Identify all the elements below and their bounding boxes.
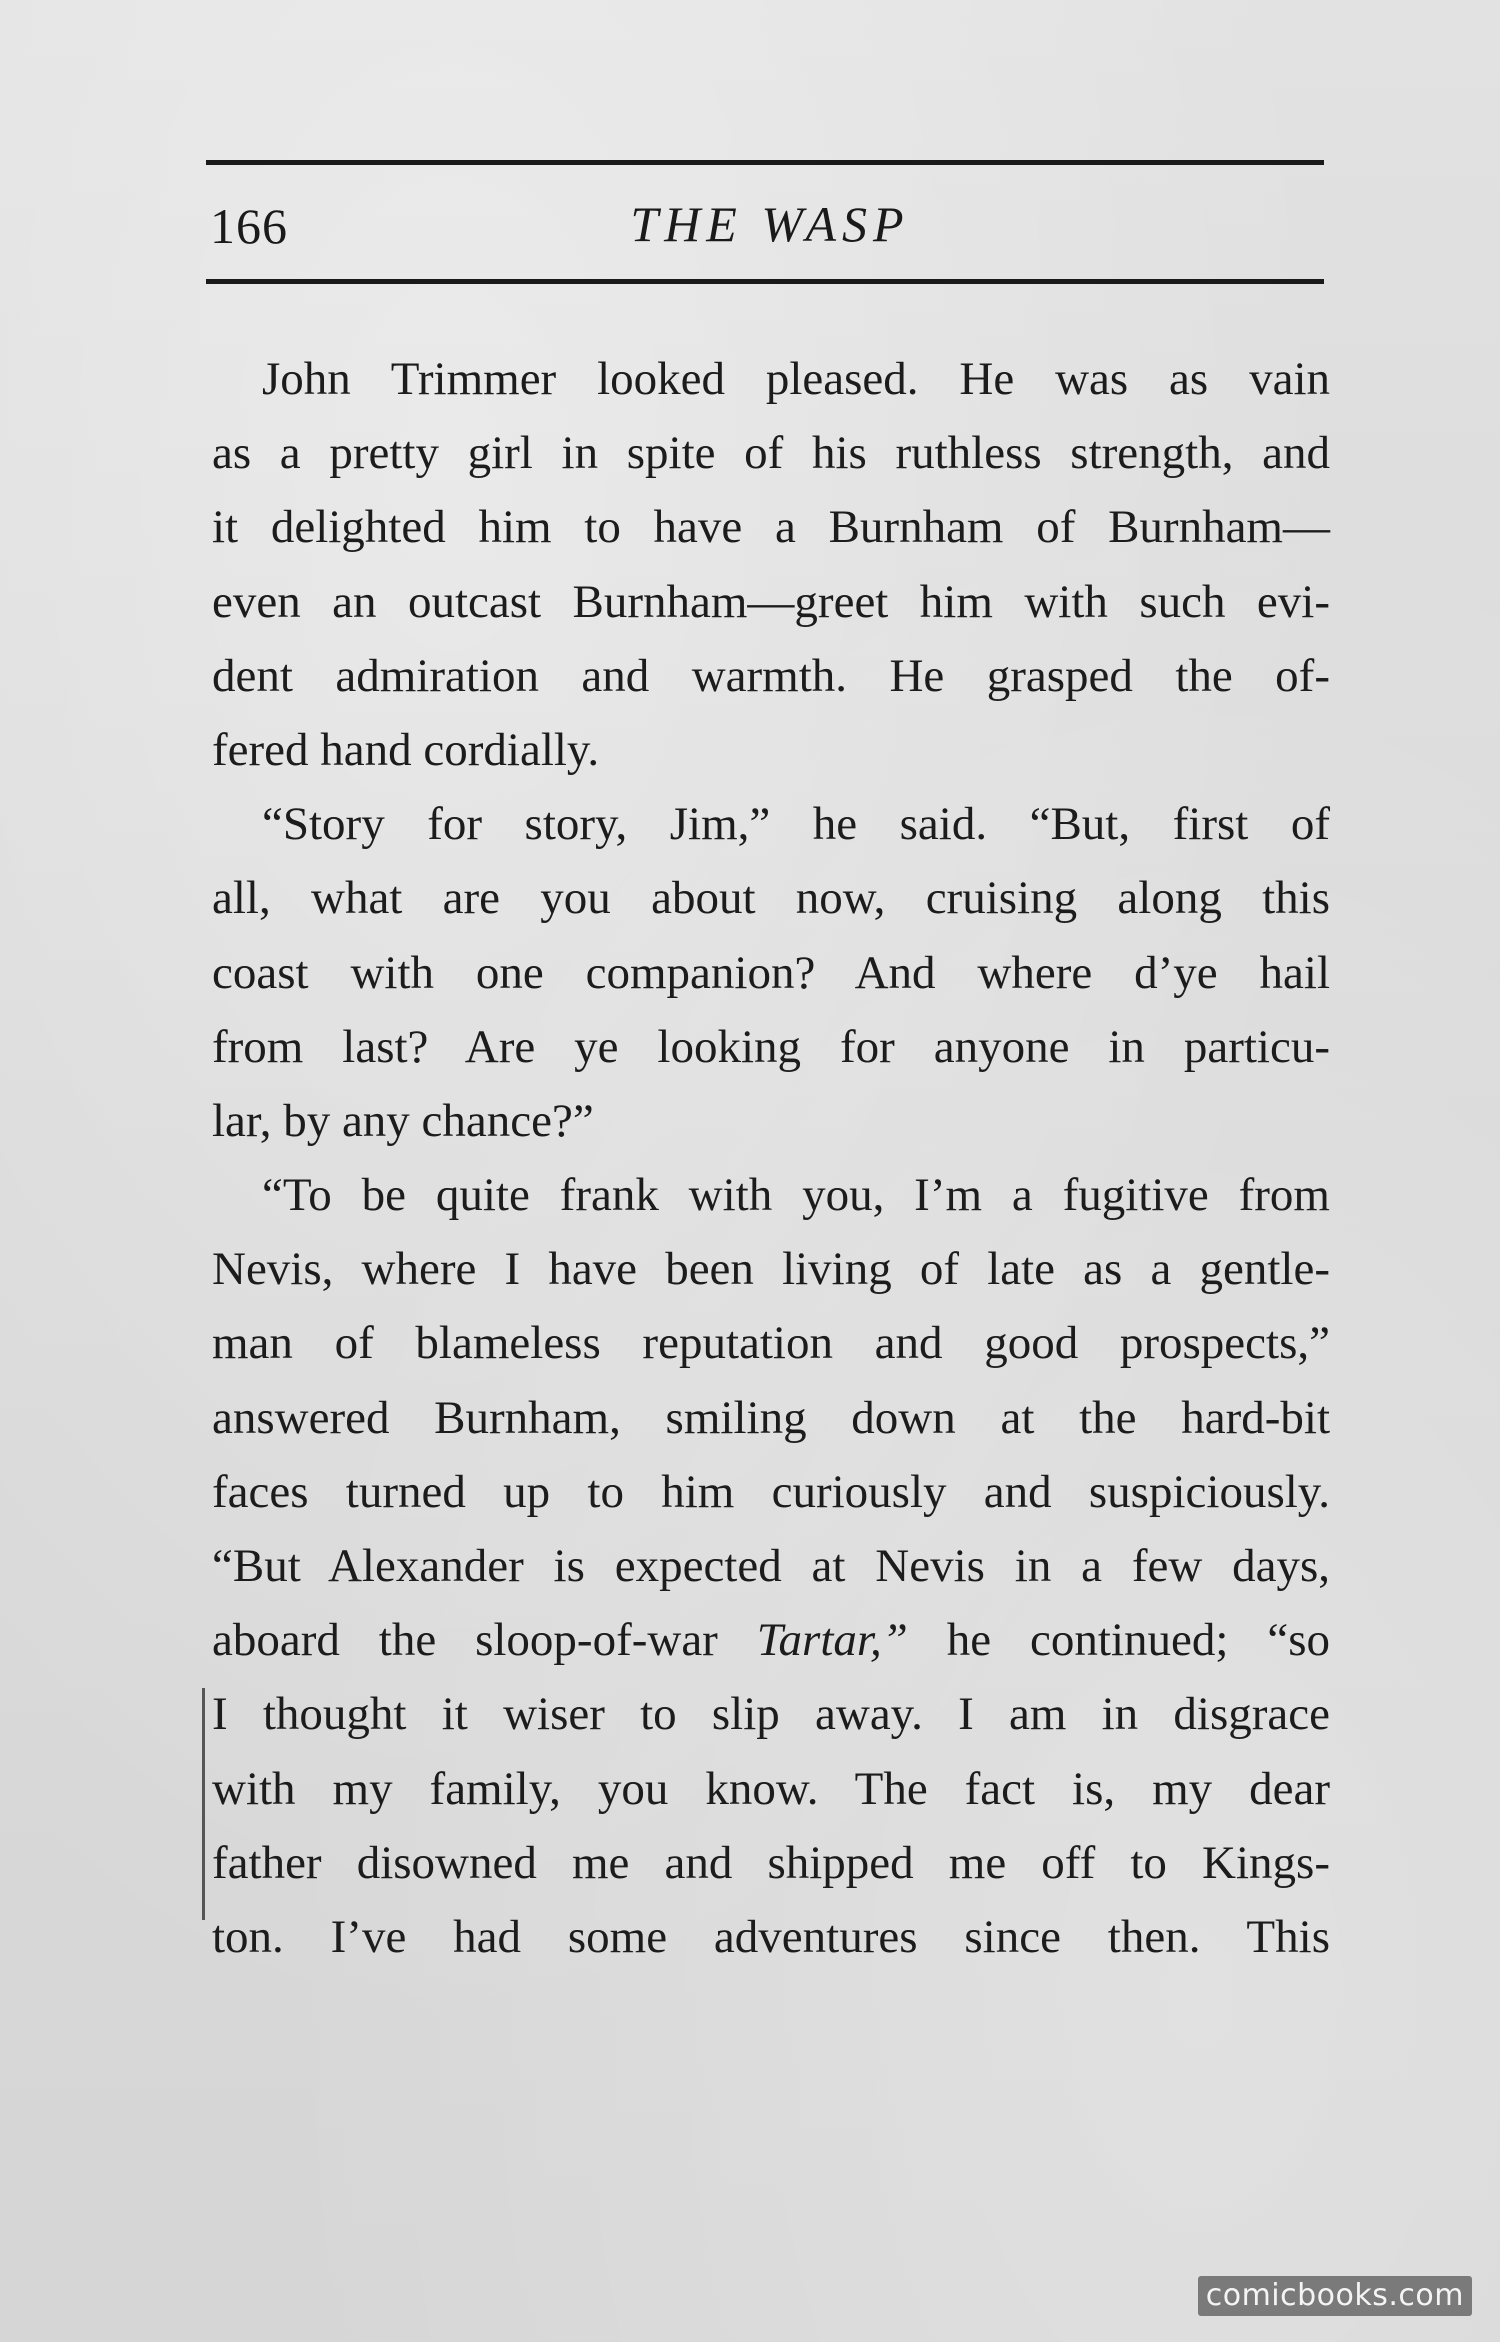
text-line: man of blameless reputation and good prospects,” bbox=[212, 1317, 1330, 1370]
header-rule-bottom bbox=[206, 279, 1324, 284]
text-line: coast with one companion? And where d’ye hail bbox=[212, 946, 1330, 999]
text-line: dent admiration and warmth. He grasped the of- bbox=[212, 649, 1330, 702]
body-text bbox=[212, 342, 1330, 1974]
text-line: it delighted him to have a Burnham of Burnham— bbox=[212, 501, 1330, 554]
italic-ship-name: Tartar,” bbox=[756, 1614, 908, 1667]
text-line: Nevis, where I have been living of late as a gentle- bbox=[212, 1243, 1330, 1296]
text-line: father disowned me and shipped me off to Kings- bbox=[212, 1836, 1330, 1889]
text-line: John Trimmer looked pleased. He was as vain bbox=[262, 353, 1330, 405]
text-line: from last? Are ye looking for anyone in particu- bbox=[212, 1020, 1330, 1073]
text-segment: he continued; “so bbox=[907, 1614, 1330, 1667]
text-line: as a pretty girl in spite of his ruthless strength, and bbox=[212, 427, 1330, 480]
watermark: comicbooks.com bbox=[1198, 2276, 1472, 2316]
text-line bbox=[212, 1603, 1330, 1677]
text-line: “But Alexander is expected at Nevis in a few days, bbox=[212, 1540, 1330, 1592]
text-line: “Story for story, Jim,” he said. “But, first of bbox=[262, 798, 1330, 851]
page-number: 166 bbox=[210, 198, 288, 254]
text-line: “To be quite frank with you, I’m a fugitive from bbox=[262, 1169, 1330, 1222]
text-line: lar, by any chance?” bbox=[212, 1094, 594, 1147]
text-line: ton. I’ve had some adventures since then. This bbox=[212, 1910, 1330, 1963]
text-line: I thought it wiser to slip away. I am in disgrace bbox=[212, 1688, 1330, 1741]
running-head: THE WASP bbox=[630, 196, 910, 252]
text-line: all, what are you about now, cruising along this bbox=[212, 872, 1330, 925]
text-line: even an outcast Burnham—greet him with such evi- bbox=[212, 575, 1330, 628]
margin-mark bbox=[202, 1688, 205, 1920]
text-line: with my family, you know. The fact is, my dear bbox=[212, 1762, 1330, 1815]
text-segment: aboard the sloop-of-war bbox=[212, 1614, 757, 1667]
text-line: faces turned up to him curiously and suspiciously. bbox=[212, 1465, 1330, 1518]
text-line: fered hand cordially. bbox=[212, 723, 600, 776]
header-rule-top bbox=[206, 160, 1324, 165]
text-line: answered Burnham, smiling down at the hard-bit bbox=[212, 1391, 1330, 1444]
